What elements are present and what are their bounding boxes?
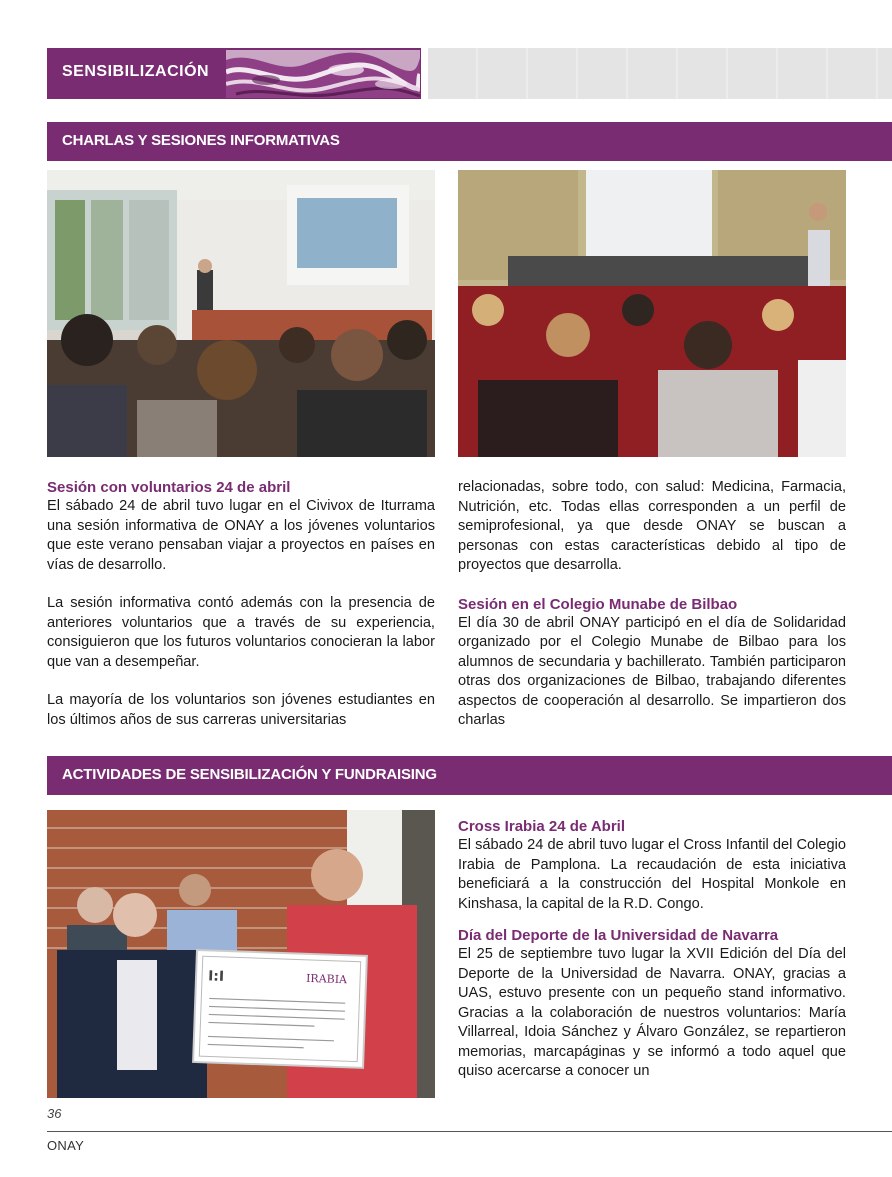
section-tab-label: SENSIBILIZACIÓN (62, 63, 210, 80)
subheading-dia-deporte: Día del Deporte de la Universidad de Navarra (458, 927, 779, 944)
decorative-wave-art (226, 50, 420, 98)
paragraph: La sesión informativa contó además con la presencia de anteriores voluntarios que a través de su experiencia, consiguieron que los futuros voluntarios conocieran la labor que van a desempeñar. (47, 595, 435, 670)
photo-munabe-talk (458, 170, 846, 457)
paragraph: La mayoría de los voluntarios son jóvenes estudiantes en los últimos años de sus carreras universitarias (47, 692, 435, 728)
subheading-cross-irabia: Cross Irabia 24 de Abril (458, 818, 626, 835)
paragraph: El sábado 24 de abril tuvo lugar el Cross Infantil del Colegio Irabia de Pamplona. La recaudación de esta iniciativa beneficiará a la construcción del Hospital Monkole en Kinshasa, la capital de la R.D. Congo. (458, 837, 846, 912)
certificate-logo-text: IRABIA (305, 971, 348, 987)
footer-divider (47, 1131, 892, 1132)
section2-right-column (458, 817, 846, 1082)
subheading-colegio-munabe: Sesión en el Colegio Munabe de Bilbao (458, 595, 738, 613)
photo-cross-irabia-check (47, 810, 435, 1098)
section1-left-column (47, 478, 435, 730)
subheading-sesion-voluntarios: Sesión con voluntarios 24 de abril (47, 479, 291, 496)
section-title-charlas: CHARLAS Y SESIONES INFORMATIVAS (62, 132, 340, 149)
paragraph: El sábado 24 de abril tuvo lugar en el Civivox de Iturrama una sesión informativa de ONAY a los jóvenes voluntarios que este verano pensaban viajar a proyectos en países en vías de desarrollo. (47, 498, 435, 573)
svg-text:I:I: I:I (207, 968, 225, 985)
section-title-actividades: ACTIVIDADES DE SENSIBILIZACIÓN Y FUNDRAISING (62, 766, 437, 783)
paragraph: El día 30 de abril ONAY participó en el día de Solidaridad organizado por el Colegio Munabe de Bilbao para los alumnos de secundaria y bachillerato. También participaron otras dos organizaciones de Bilbao, trabajando diferentes aspectos de cooperación al desarrollo. Se impartieron dos charlas (458, 614, 846, 728)
photo-info-session (47, 170, 435, 457)
paragraph: El 25 de septiembre tuvo lugar la XVII Edición del Día del Deporte de la Universidad de Navarra. ONAY, gracias a UAS, estuvo presente con un pequeño stand informativo. Gracias a la colaboración de nuestros voluntarios: María Villarreal, Idoia Sánchez y Álvaro González, se repartieron memorias, marcapáginas y se informó a todo aquel que quiso acercarse a conocer un (458, 946, 846, 1079)
footer-brand: ONAY (47, 1138, 85, 1153)
header-grey-strip (428, 48, 892, 99)
section1-right-column (458, 478, 846, 731)
page-number: 36 (47, 1106, 62, 1121)
paragraph: relacionadas, sobre todo, con salud: Medicina, Farmacia, Nutrición, etc. Todas ellas corresponden a un perfil de semiprofesional, ya que desde ONAY se buscan a personas con estas características debido al tipo de proyectos que desarrolla. (458, 479, 846, 573)
